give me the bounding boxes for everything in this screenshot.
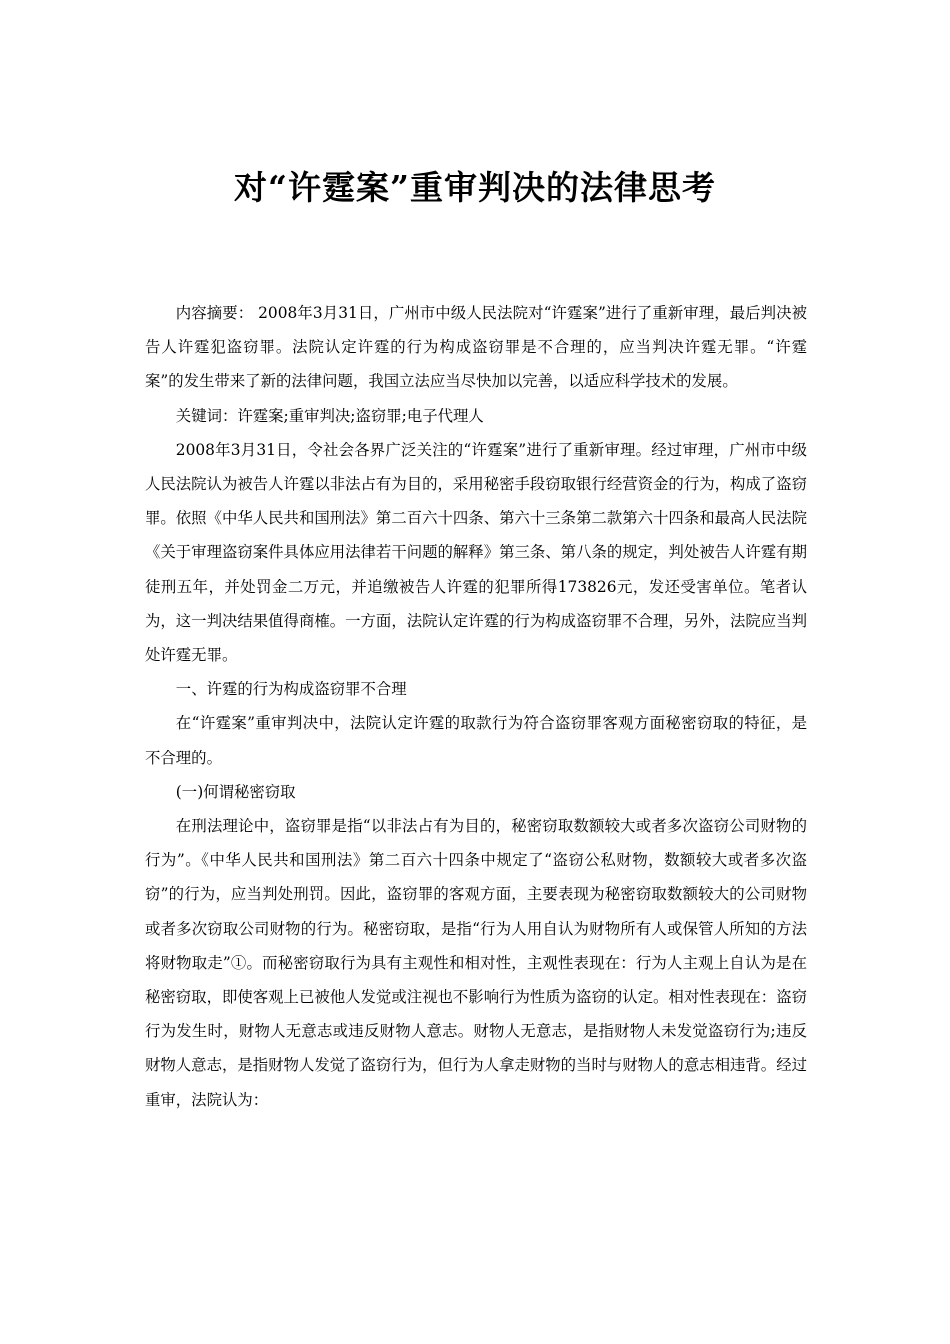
- body-paragraph: 2008年3月31日，令社会各界广泛关注的“许霆案”进行了重新审理。经过审理，广州市中级人民法院认为被告人许霆以非法占有为目的，采用秘密手段窃取银行经营资金的行为，构成了盗窃罪。依照《中华人民共和国刑法》第二百六十四条、第六十三条第二款第六十四条和最高人民法院《关于审理盗窃案件具体应用法律若干问题的解释》第三条、第八条的规定，判处被告人许霆有期徒刑五年，并处罚金二万元，并追缴被告人许霆的犯罪所得173826元，发还受害单位。笔者认为，这一判决结果值得商榷。一方面，法院认定许霆的行为构成盗窃罪不合理，另外，法院应当判处许霆无罪。: [145, 440, 807, 665]
- body-paragraph: 在“许霆案”重审判决中，法院认定许霆的取款行为符合盗窃罪客观方面秘密窃取的特征，是不合理的。: [145, 714, 807, 767]
- document-body: [145, 296, 807, 1117]
- section-heading: 一、许霆的行为构成盗窃罪不合理: [175, 680, 407, 699]
- body-paragraph: 在刑法理论中，盗窃罪是指“以非法占有为目的，秘密窃取数额较大或者多次盗窃公司财物的行为”。《中华人民共和国刑法》第二百六十四条中规定了“盗窃公私财物，数额较大或者多次盗窃”的行为，应当判处刑罚。因此，盗窃罪的客观方面，主要表现为秘密窃取数额较大的公司财物或者多次窃取公司财物的行为。秘密窃取，是指“行为人用自认为财物所有人或保管人所知的方法将财物取走”①。而秘密窃取行为具有主观性和相对性，主观性表现在：行为人主观上自认为是在秘密窃取，即使客观上已被他人发觉或注视也不影响行为性质为盗窃的认定。相对性表现在：盗窃行为发生时，财物人无意志或违反财物人意志。财物人无意志，是指财物人未发觉盗窃行为;违反财物人意志，是指财物人发觉了盗窃行为，但行为人拿走财物的当时与财物人的意志相违背。经过重审，法院认为：: [145, 817, 807, 1109]
- subsection-heading: (一)何谓秘密窃取: [175, 782, 296, 801]
- abstract-paragraph: 内容摘要： 2008年3月31日，广州市中级人民法院对“许霆案”进行了重新审理，最后判决被告人许霆犯盗窃罪。法院认定许霆的行为构成盗窃罪是不合理的，应当判决许霆无罪。“许霆案”的发生带来了新的法律问题，我国立法应当尽快加以完善，以适应科学技术的发展。: [145, 304, 807, 391]
- document-title: 对“许霆案”重审判决的法律思考: [234, 168, 716, 207]
- keywords-paragraph: 关键词：许霆案;重审判决;盗窃罪;电子代理人: [175, 406, 484, 425]
